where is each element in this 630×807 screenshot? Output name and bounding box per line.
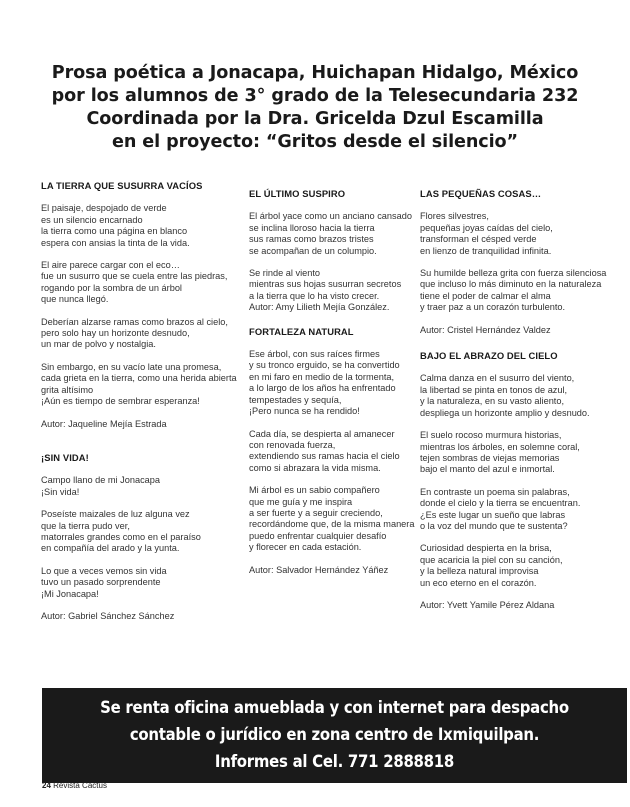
verse-line: El árbol yace como un anciano cansado <box>249 211 412 222</box>
poem-title: BAJO EL ABRAZO DEL CIELO <box>420 350 558 362</box>
verse-line: tejen sombras de viejas memorias <box>420 452 560 463</box>
verse-line: tiene el poder de calmar el alma <box>420 290 551 301</box>
poem <box>41 452 241 622</box>
ad-line-1: Se renta oficina amueblada y con internet para despacho <box>100 698 569 717</box>
verse-line: extendiendo sus ramas hacia el cielo <box>249 451 400 462</box>
stanza <box>41 566 241 600</box>
poem-title: ¡SIN VIDA! <box>41 451 89 463</box>
verse-line: despliega un horizonte amplio y desnudo. <box>420 407 590 418</box>
verse-line: recordándome que, de la misma manera <box>249 519 415 530</box>
verse-line: ¡Mi Jonacapa! <box>41 588 99 599</box>
stanza <box>420 211 620 257</box>
header-line-4: en el proyecto: “Gritos desde el silencio” <box>112 132 518 152</box>
verse-line: Su humilde belleza grita con fuerza silenciosa <box>420 268 607 279</box>
verse-line: en compañía del arado y la yunta. <box>41 543 180 554</box>
verse-line: en mi faro en medio de la tormenta, <box>249 371 395 382</box>
verse-line: un mar de polvo y nostalgia. <box>41 339 156 350</box>
poem-author: Autor: Jaqueline Mejía Estrada <box>41 418 167 429</box>
stanza <box>41 203 241 249</box>
verse-line: la libertad se pinta en tonos de azul, <box>420 384 568 395</box>
page-header <box>0 62 630 154</box>
verse-line: como si abrazara la vida misma. <box>249 462 381 473</box>
verse-line: sus ramas como brazos tristes <box>249 234 374 245</box>
poem-author: Autor: Cristel Hernández Valdez <box>420 324 551 335</box>
verse-line: tempestades y sequía, <box>249 394 342 405</box>
stanza <box>420 268 620 314</box>
verse-line: en lienzo de tranquilidad infinita. <box>420 245 552 256</box>
header-line-2: por los alumnos de 3° grado de la Telesecundaria 232 <box>51 86 579 106</box>
verse-line: se acompañan de un columpio. <box>249 245 377 256</box>
stanza <box>41 317 241 351</box>
verse-line: o la voz del mundo que te sustenta? <box>420 520 568 531</box>
verse-line: Curiosidad despierta en la brisa, <box>420 543 552 554</box>
verse-line: tuvo un pasado sorprendente <box>41 577 161 588</box>
stanza <box>249 211 411 257</box>
verse-line: Deberían alzarse ramas como brazos al cielo, <box>41 316 228 327</box>
verse-line: a ser fuerte y a seguir creciendo, <box>249 507 383 518</box>
verse-line: Ese árbol, con sus raíces firmes <box>249 349 380 360</box>
verse-line: que nunca llegó. <box>41 294 109 305</box>
header-line-1: Prosa poética a Jonacapa, Huichapan Hidalgo, México <box>51 63 579 83</box>
verse-line: un eco eterno en el corazón. <box>420 577 537 588</box>
verse-line: que incluso lo más diminuto en la naturaleza <box>420 279 602 290</box>
verse-line: mientras los árboles, en solemne coral, <box>420 441 580 452</box>
header-line-3: Coordinada por la Dra. Gricelda Dzul Escamilla <box>86 109 544 129</box>
poem <box>41 180 241 430</box>
verse-line: la tierra como una página en blanco <box>41 226 188 237</box>
stanza <box>41 260 241 306</box>
verse-line: mientras sus hojas susurran secretos <box>249 279 402 290</box>
verse-line: rogando por la sombra de un árbol <box>41 282 182 293</box>
poem <box>420 188 620 336</box>
verse-line: Cada día, se despierta al amanecer <box>249 428 395 439</box>
verse-line: pero solo hay un horizonte desnudo, <box>41 328 190 339</box>
verse-line: ¡Pero nunca se ha rendido! <box>249 406 360 417</box>
poem <box>249 325 415 576</box>
poem-title: LAS PEQUEÑAS COSAS… <box>420 188 542 199</box>
verse-line: es un silencio encarnado <box>41 214 143 225</box>
poem-author: Autor: Gabriel Sánchez Sánchez <box>41 610 175 621</box>
verse-line: Se rinde al viento <box>249 268 320 279</box>
verse-line: que acaricia la piel con su canción, <box>420 554 563 565</box>
stanza <box>420 373 620 419</box>
verse-line: ¡Aún es tiempo de sembrar esperanza! <box>41 396 200 407</box>
verse-line: Flores silvestres, <box>420 211 489 222</box>
verse-line: Lo que a veces vemos sin vida <box>41 565 167 576</box>
verse-line: espera con ansias la tinta de la vida. <box>41 237 190 248</box>
verse-line: a la tierra que lo ha visto crecer. <box>249 290 380 301</box>
verse-line: pequeñas joyas caídas del cielo, <box>420 222 553 233</box>
verse-line: cada grieta en la tierra, como una herida abierta <box>41 373 237 384</box>
ad-line-2: contable o jurídico en zona centro de Ixmiquilpan. <box>129 725 540 744</box>
poem-title: FORTALEZA NATURAL <box>249 325 354 337</box>
verse-line: ¿Es este lugar un sueño que labras <box>420 509 566 520</box>
verse-line: donde el cielo y la tierra se encuentran. <box>420 498 581 509</box>
verse-line: a lo largo de los años ha enfrentado <box>249 383 396 394</box>
verse-line: con renovada fuerza, <box>249 439 336 450</box>
stanza <box>41 362 241 408</box>
verse-line: Campo llano de mi Jonacapa <box>41 475 160 486</box>
verse-line: se inclina lloroso hacia la tierra <box>249 222 375 233</box>
advertisement-banner <box>42 688 627 783</box>
verse-line: y la naturaleza, en su vasto aliento, <box>420 396 565 407</box>
poem-author: Autor: Salvador Hernández Yáñez <box>249 564 389 575</box>
verse-line: grita altísimo <box>41 384 94 395</box>
verse-line: que me guía y me inspira <box>249 496 353 507</box>
verse-line: transforman el césped verde <box>420 234 537 245</box>
stanza <box>420 430 620 476</box>
verse-line: El paisaje, despojado de verde <box>41 203 167 214</box>
stanza <box>420 487 620 533</box>
verse-line: Poseíste maizales de luz alguna vez <box>41 509 190 520</box>
verse-line: matorrales grandes como en el paraíso <box>41 531 201 542</box>
verse-line: Calma danza en el susurro del viento, <box>420 373 575 384</box>
ad-line-3: Informes al Cel. 771 2888818 <box>214 752 455 771</box>
page-number: 24 <box>42 781 51 790</box>
column-2 <box>249 188 415 590</box>
publication-name: Revista Cactus <box>53 781 107 790</box>
verse-line: y florecer en cada estación. <box>249 542 362 553</box>
verse-line: El suelo rocoso murmura historias, <box>420 430 562 441</box>
verse-line: bajo el manto del azul e inmortal. <box>420 464 555 475</box>
stanza <box>41 509 241 555</box>
poem-title: LA TIERRA QUE SUSURRA VACÍOS <box>41 180 203 191</box>
poem <box>249 188 411 314</box>
page-footer <box>42 781 107 790</box>
verse-line: En contraste un poema sin palabras, <box>420 486 570 497</box>
verse-line: El aire parece cargar con el eco… <box>41 260 180 271</box>
verse-line: Mi árbol es un sabio compañero <box>249 485 380 496</box>
stanza <box>249 429 411 475</box>
verse-line: ¡Sin vida! <box>41 486 80 497</box>
verse-line: y su tronco erguido, se ha convertido <box>249 360 400 371</box>
stanza <box>41 475 241 498</box>
poem <box>420 350 620 611</box>
column-1 <box>41 180 241 636</box>
column-3 <box>420 188 620 625</box>
stanza <box>249 349 411 417</box>
verse-line: y traer paz a un corazón turbulento. <box>420 302 566 313</box>
stanza <box>420 543 620 589</box>
verse-line: puedo enfrentar cualquier desafío <box>249 530 387 541</box>
verse-line: fue un susurro que se cuela entre las piedras, <box>41 271 228 282</box>
verse-line: Sin embargo, en su vacío late una promesa, <box>41 361 222 372</box>
verse-line: que la tierra pudo ver, <box>41 520 130 531</box>
stanza <box>249 485 415 553</box>
poem-author: Autor: Yvett Yamile Pérez Aldana <box>420 599 555 610</box>
verse-line: y la belleza natural improvisa <box>420 566 539 577</box>
poem-title: EL ÚLTIMO SUSPIRO <box>249 188 346 199</box>
verse-line: Autor: Amy Lilieth Mejía González. <box>249 302 390 313</box>
stanza <box>249 268 411 314</box>
